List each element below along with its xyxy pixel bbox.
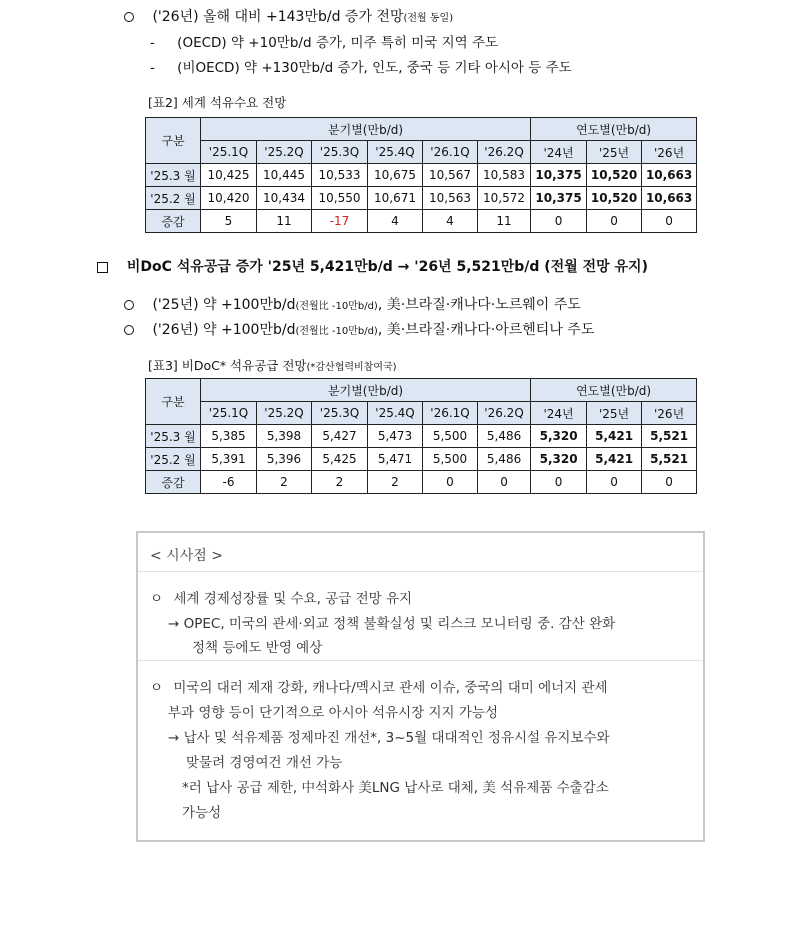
table-row: [146, 210, 697, 233]
implications-title: < 시사점 >: [150, 548, 223, 564]
table-cell: 5: [201, 210, 257, 233]
table3-caption-note: (*감산협력비참여국): [306, 362, 397, 373]
supply-line-2025: ('25년) 약 +100만b/d: [152, 297, 296, 313]
table3-group-yearly: 연도별(만b/d): [531, 379, 697, 402]
demand-line-2026: ('26년) 올해 대비 +143만b/d 증가 전망: [152, 9, 404, 25]
table-cell: 10,563: [423, 187, 478, 210]
table2-quarter-header: '26.2Q: [478, 141, 531, 164]
circle-bullet-icon: [124, 300, 134, 310]
table-cell: 5,398: [257, 425, 312, 448]
table-cell: 5,500: [423, 425, 478, 448]
table-cell: 0: [587, 471, 642, 494]
table-cell: 11: [478, 210, 531, 233]
table-cell: 0: [642, 210, 697, 233]
supply-heading-text: 비DoC 석유공급 증가 '25년 5,421만b/d → '26년 5,521만b/d (전월 전망 유지): [126, 259, 648, 275]
implication-point-1-sub2: 정책 등에도 반영 예상: [192, 640, 323, 656]
table2-year-header: '25년: [587, 141, 642, 164]
table-cell: 5,396: [257, 448, 312, 471]
implication-point-1-text: 세계 경제성장률 및 수요, 공급 전망 유지: [173, 591, 413, 607]
table2-quarter-header: '25.1Q: [201, 141, 257, 164]
table-cell: 0: [478, 471, 531, 494]
table3-quarter-header: '25.1Q: [201, 402, 257, 425]
table-cell: 0: [531, 471, 587, 494]
implication-point-1: [150, 587, 412, 607]
table3-quarter-header: '25.2Q: [257, 402, 312, 425]
table-cell: 10,445: [257, 164, 312, 187]
table-row: [146, 448, 697, 471]
implication-point-2-cont: 부과 영향 등이 단기적으로 아시아 석유시장 지지 가능성: [168, 705, 498, 721]
table2-quarter-header: '25.3Q: [312, 141, 368, 164]
table-cell: 5,486: [478, 448, 531, 471]
row-label: '25.3 월: [146, 164, 201, 187]
demand-line-2026-note: (전월 동일): [403, 13, 454, 24]
table3-quarter-header: '26.1Q: [423, 402, 478, 425]
table-cell: 2: [368, 471, 423, 494]
table-cell: 10,375: [531, 164, 587, 187]
table-row: [146, 471, 697, 494]
table-cell: 5,427: [312, 425, 368, 448]
table-cell: 5,486: [478, 425, 531, 448]
demand-non-oecd-line: [150, 56, 572, 76]
dash-bullet-icon: -: [150, 35, 155, 51]
table3-caption-line: [148, 356, 397, 374]
table-cell: 5,473: [368, 425, 423, 448]
table-cell: 10,671: [368, 187, 423, 210]
dash-bullet-icon: -: [150, 60, 155, 76]
supply-line-2026: ('26년) 약 +100만b/d: [152, 322, 296, 338]
supply-line-2026-tail: , 美·브라질·캐나다·아르헨티나 주도: [377, 322, 595, 338]
implication-point-2-sub2: 맞물려 경영여건 개선 가능: [186, 755, 343, 771]
table-cell: 5,385: [201, 425, 257, 448]
table-cell: 0: [587, 210, 642, 233]
divider: [138, 660, 703, 661]
table2-quarter-header: '26.1Q: [423, 141, 478, 164]
table3-col-label: 구분: [146, 379, 201, 425]
table-cell: 10,520: [587, 187, 642, 210]
row-label: '25.2 월: [146, 448, 201, 471]
table-cell: 5,425: [312, 448, 368, 471]
table-row: [146, 187, 697, 210]
table-cell: 10,583: [478, 164, 531, 187]
table2-group-yearly: 연도별(만b/d): [531, 118, 697, 141]
table-cell: 10,425: [201, 164, 257, 187]
table-cell: 10,567: [423, 164, 478, 187]
table-cell: 5,391: [201, 448, 257, 471]
row-label: 증감: [146, 471, 201, 494]
table-row: [146, 425, 697, 448]
world-oil-demand-table: [145, 117, 697, 233]
implication-footnote-cont: 가능성: [182, 805, 222, 821]
table3-group-quarterly: 분기별(만b/d): [201, 379, 531, 402]
demand-non-oecd-text: (비OECD) 약 +130만b/d 증가, 인도, 중국 등 기타 아시아 등 주도: [177, 60, 572, 76]
table-cell: 10,533: [312, 164, 368, 187]
table-cell: 0: [423, 471, 478, 494]
table3-year-header: '26년: [642, 402, 697, 425]
table-cell: 4: [423, 210, 478, 233]
circle-bullet-icon: ㅇ: [150, 680, 164, 696]
table2-year-header: '26년: [642, 141, 697, 164]
table-cell: 2: [257, 471, 312, 494]
table-cell: 10,550: [312, 187, 368, 210]
table-cell: 5,500: [423, 448, 478, 471]
table-cell: 10,375: [531, 187, 587, 210]
table2-year-header: '24년: [531, 141, 587, 164]
square-bullet-icon: [97, 262, 108, 273]
table3-year-header: '24년: [531, 402, 587, 425]
table-cell: 5,320: [531, 425, 587, 448]
table-cell: 10,663: [642, 187, 697, 210]
table2-quarter-header: '25.2Q: [257, 141, 312, 164]
table-cell: 0: [531, 210, 587, 233]
table2-caption: [표2] 세계 석유수요 전망: [148, 95, 287, 110]
implication-point-2: [150, 676, 608, 696]
table-cell: 10,520: [587, 164, 642, 187]
supply-line-2026-note: (전월比 -10만b/d): [295, 326, 378, 337]
implication-point-2-sub1: → 납사 및 석유제품 정제마진 개선*, 3~5월 대대적인 정유시설 유지보수와: [168, 730, 610, 746]
divider: [138, 571, 703, 572]
table-cell: 5,421: [587, 448, 642, 471]
table-cell: 0: [642, 471, 697, 494]
demand-oecd-line: [150, 31, 498, 51]
table-cell: 10,663: [642, 164, 697, 187]
table-cell: 11: [257, 210, 312, 233]
table2-group-quarterly: 분기별(만b/d): [201, 118, 531, 141]
table-cell: 5,521: [642, 425, 697, 448]
row-label: 증감: [146, 210, 201, 233]
table-cell: 5,521: [642, 448, 697, 471]
row-label: '25.2 월: [146, 187, 201, 210]
table-cell: 10,420: [201, 187, 257, 210]
table-row: [146, 164, 697, 187]
table-cell: 4: [368, 210, 423, 233]
supply-heading: [97, 256, 648, 276]
table3-caption: [표3] 비DoC* 석유공급 전망: [148, 358, 307, 373]
table-cell: 2: [312, 471, 368, 494]
non-doc-oil-supply-table: [145, 378, 697, 494]
supply-bullet-2025: [124, 294, 581, 314]
supply-bullet-2026: [124, 319, 594, 339]
table-cell: 5,471: [368, 448, 423, 471]
table-cell: 10,675: [368, 164, 423, 187]
implication-point-2-text: 미국의 대러 제재 강화, 캐나다/멕시코 관세 이슈, 중국의 대미 에너지 관세: [173, 680, 608, 696]
table2-quarter-header: '25.4Q: [368, 141, 423, 164]
table-cell: 5,320: [531, 448, 587, 471]
table-cell-negative: -17: [312, 210, 368, 233]
implication-footnote: *러 납사 공급 제한, 中석화사 美LNG 납사로 대체, 美 석유제품 수출감소: [182, 780, 609, 796]
table3-quarter-header: '25.3Q: [312, 402, 368, 425]
implications-box: [136, 531, 705, 842]
table-cell: 5,421: [587, 425, 642, 448]
table3-quarter-header: '26.2Q: [478, 402, 531, 425]
supply-line-2025-note: (전월比 -10만b/d): [295, 301, 378, 312]
table2-col-label: 구분: [146, 118, 201, 164]
circle-bullet-icon: [124, 12, 134, 22]
table-cell: 10,572: [478, 187, 531, 210]
circle-bullet-icon: ㅇ: [150, 591, 164, 607]
table-cell: 10,434: [257, 187, 312, 210]
table-cell: -6: [201, 471, 257, 494]
table3-quarter-header: '25.4Q: [368, 402, 423, 425]
circle-bullet-icon: [124, 325, 134, 335]
implication-point-1-sub1: → OPEC, 미국의 관세·외교 정책 불확실성 및 리스크 모니터링 중. 감산 완화: [168, 616, 616, 632]
row-label: '25.3 월: [146, 425, 201, 448]
demand-bullet-2026: [124, 6, 453, 26]
supply-line-2025-tail: , 美·브라질·캐나다·노르웨이 주도: [377, 297, 581, 313]
demand-oecd-text: (OECD) 약 +10만b/d 증가, 미주 특히 미국 지역 주도: [177, 35, 499, 51]
table3-year-header: '25년: [587, 402, 642, 425]
